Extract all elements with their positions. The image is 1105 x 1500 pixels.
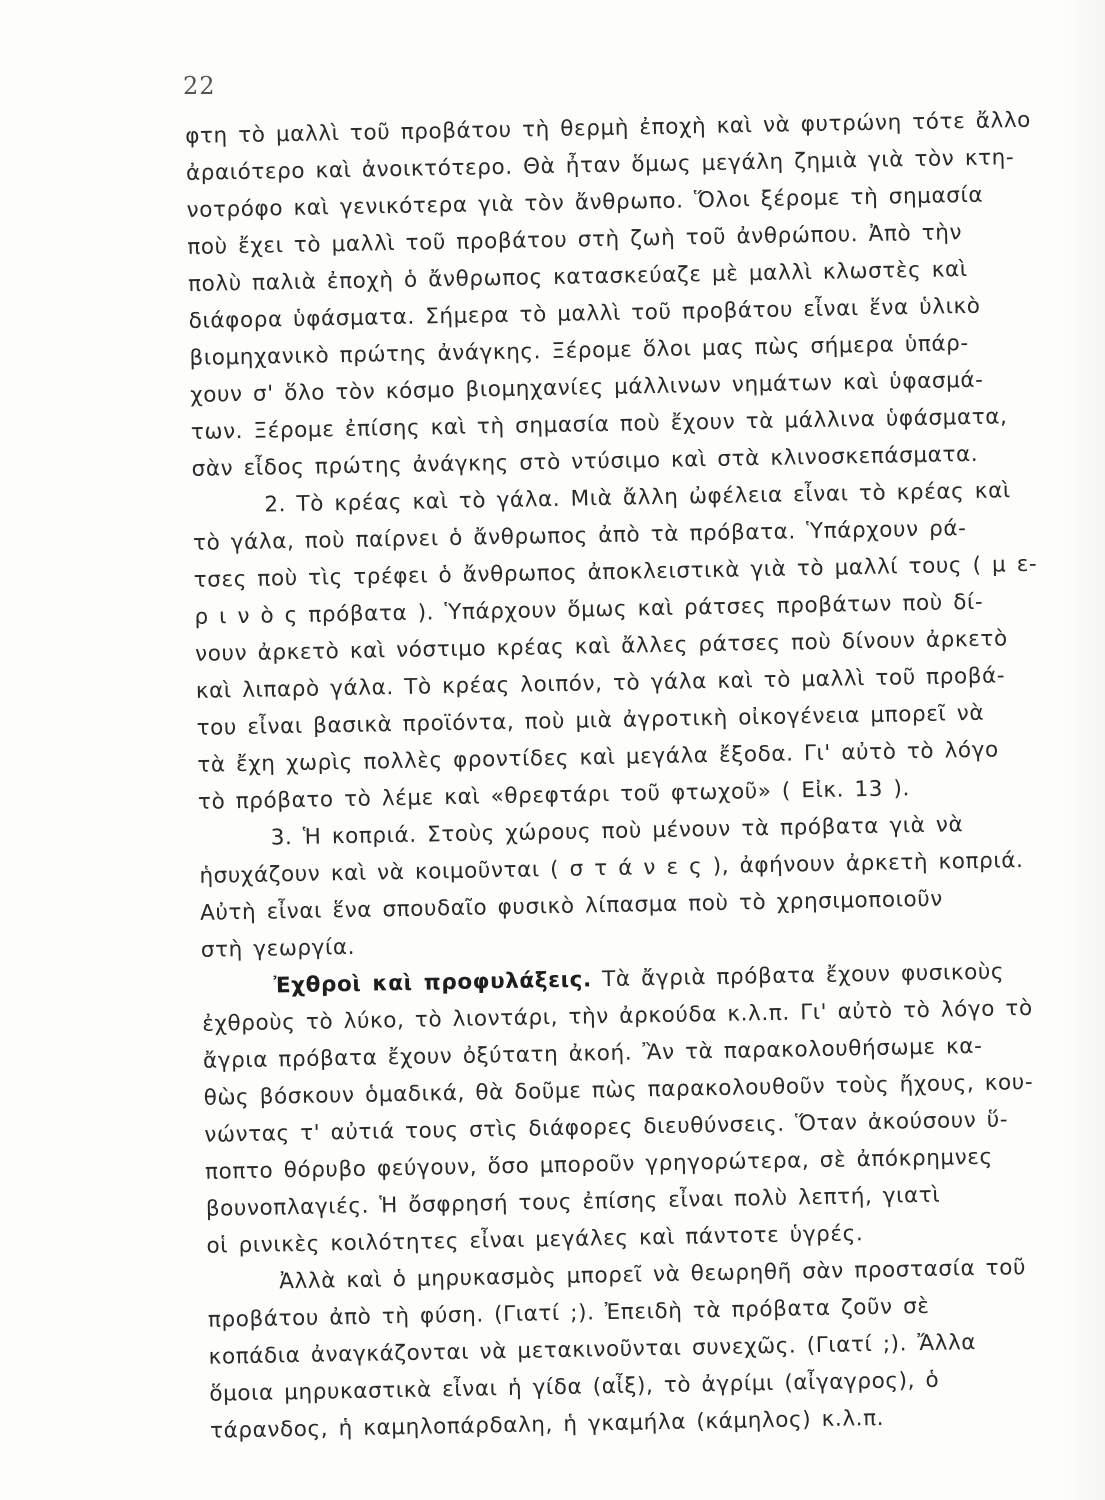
text-line: ὅμοια μηρυκαστικὰ εἶναι ἡ γίδα (αἶξ), τὸ ἀγρίμι (αἶγαγρος), ὁ (209, 1367, 940, 1407)
text-line: προβάτου ἀπὸ τὴ φύση. (Γιατί ;). Ἐπειδὴ τὰ πρόβατα ζοῦν σὲ (207, 1293, 930, 1333)
text-line: νουν ἀρκετὸ καὶ νόστιμο κρέας καὶ ἄλλες ράτσες ποὺ δίνουν ἀρκετὸ (194, 626, 1008, 667)
body-text (185, 107, 1045, 1444)
section-heading: Ἐχθροὶ καὶ προφυλάξεις. (273, 967, 592, 999)
text-line: του εἶναι βασικὰ προϊόντα, ποὺ μιὰ ἀγροτικὴ οἰκογένεια μπορεῖ νὰ (196, 700, 985, 741)
text-line: τσες ποὺ τὶς τρέφει ὁ ἄνθρωπος ἀποκλειστικὰ γιὰ τὸ μαλλί τους ( μ ε- (193, 551, 1038, 593)
text-line: τὸ πρόβατο τὸ λέμε καὶ «θρεφτάρι τοῦ φτωχοῦ» ( Εἰκ. 13 ). (197, 776, 911, 815)
text-line: διάφορα ὑφάσματα. Σήμερα τὸ μαλλὶ τοῦ προβάτου εἶναι ἕνα ὑλικὸ (188, 293, 981, 334)
text-line: καὶ λιπαρὸ γάλα. Τὸ κρέας λοιπόν, τὸ γάλα καὶ τὸ μαλλὶ τοῦ προβά- (195, 663, 1006, 704)
text-line: οἱ ρινικὲς κοιλότητες εἶναι μεγάλες καὶ πάντοτε ὑγρές. (206, 1221, 864, 1259)
text-line: Αὐτὴ εἶναι ἕνα σπουδαῖο φυσικὸ λίπασμα ποὺ τὸ χρησιμοποιοῦν (199, 886, 944, 926)
text-line: Ἀλλὰ καὶ ὁ μηρυκασμὸς μπορεῖ νὰ θεωρηθῆ σὰν προστασία τοῦ (279, 1255, 1027, 1295)
page-number: 22 (183, 72, 216, 100)
text-line: στὴ γεωργία. (200, 934, 356, 963)
text-line: 3. Ἡ κοπριά. Στοὺς χώρους ποὺ μένουν τὰ πρόβατα γιὰ νὰ (270, 812, 964, 851)
text-line: τάρανδος, ἡ καμηλοπάρδαλη, ἡ γκαμήλα (κάμηλος) κ.λ.π. (209, 1405, 885, 1444)
text-line: κοπάδια ἀναγκάζονται νὰ μετακινοῦνται συνεχῶς. (Γιατί ;). Ἄλλα (208, 1330, 977, 1370)
text-line: Τὰ ἄγριὰ πρόβατα ἔχουν φυσικοὺς (601, 959, 1005, 993)
text-line: βιομηχανικὸ πρώτης ἀνάγκης. Ξέρομε ὅλοι μας πὼς σήμερα ὑπάρ- (189, 330, 970, 371)
text-line: φτη τὸ μαλλὶ τοῦ προβάτου τὴ θερμὴ ἐποχὴ καὶ νὰ φυτρώνη τότε ἄλλο (185, 107, 1032, 149)
text-line: θὼς βόσκουν ὁμαδικά, θὰ δοῦμε πὼς παρακολουθοῦν τοὺς ἤχους, κου- (203, 1069, 1034, 1111)
text-line: χουν σ' ὅλο τὸν κόσμο βιομηχανίες μάλλινων νημάτων καὶ ὑφασμά- (189, 367, 984, 408)
text-line: πολὺ παλιὰ ἐποχὴ ὁ ἄνθρωπος κατασκεύαζε μὲ μαλλὶ κλωστὲς καὶ (187, 257, 968, 297)
text-line: 2. Τὸ κρέας καὶ τὸ γάλα. Μιὰ ἄλλη ὠφέλεια εἶναι τὸ κρέας καὶ (264, 478, 1011, 518)
text-line: ἡσυχάζουν καὶ νὰ κοιμοῦνται ( σ τ ά ν ε ς ), ἀφήνουν ἀρκετὴ κοπριά. (199, 848, 1024, 889)
text-line: ποὺ ἔχει τὸ μαλλὶ τοῦ προβάτου στὴ ζωὴ τοῦ ἀνθρώπου. Ἀπὸ τὴν (187, 220, 963, 260)
text-line: νοτρόφο καὶ γενικότερα γιὰ τὸν ἄνθρωπο. Ὅλοι ξέρομε τὴ σημασία (186, 182, 984, 223)
text-line: τὸ γάλα, ποὺ παίρνει ὁ ἄνθρωπος ἀπὸ τὰ πρόβατα. Ὑπάρχουν ρά- (192, 516, 967, 556)
text-line: τὰ ἔχη χωρὶς πολλὲς φροντίδες καὶ μεγάλα ἔξοδα. Γι' αὐτὸ τὸ λόγο (197, 737, 1000, 778)
text-line: ποπτο θόρυβο φεύγουν, ὅσο μποροῦν γρηγορώτερα, σὲ ἀπόκρημνες (204, 1144, 993, 1185)
text-line: ἄγρια πρόβατα ἔχουν ὀξύτατη ἀκοή. Ἂν τὰ παρακολουθήσωμε κα- (202, 1033, 983, 1074)
text-line: βουνοπλαγιές. Ἡ ὄσφρησή τους ἐπίσης εἶναι πολὺ λεπτή, γιατὶ (205, 1182, 941, 1222)
text-line: ἀραιότερο καὶ ἀνοικτότερο. Θὰ ἦταν ὅμως μεγάλη ζημιὰ γιὰ τὸν κτη- (185, 145, 1015, 186)
section-heading-line (273, 959, 1004, 998)
text-line: νώντας τ' αὐτιά τους στὶς διάφορες διευθύνσεις. Ὅταν ἀκούσουν ὕ- (204, 1107, 1009, 1148)
page-edge-shadow (1065, 0, 1105, 1500)
text-line: των. Ξέρομε ἐπίσης καὶ τὴ σημασία ποὺ ἔχουν τὰ μάλλινα ὑφάσματα, (190, 404, 1008, 445)
text-line: σὰν εἶδος πρώτης ἀνάγκης στὸ ντύσιμο καὶ στὰ κλινοσκεπάσματα. (191, 441, 979, 482)
text-line: ρ ι ν ὸ ς πρόβατα ). Ὑπάρχουν ὅμως καὶ ράτσες προβάτων ποὺ δί- (194, 589, 984, 630)
text-line: ἐχθροὺς τὸ λύκο, τὸ λιοντάρι, τὴν ἀρκούδα κ.λ.π. Γι' αὐτὸ τὸ λόγο τὸ (202, 995, 1033, 1037)
